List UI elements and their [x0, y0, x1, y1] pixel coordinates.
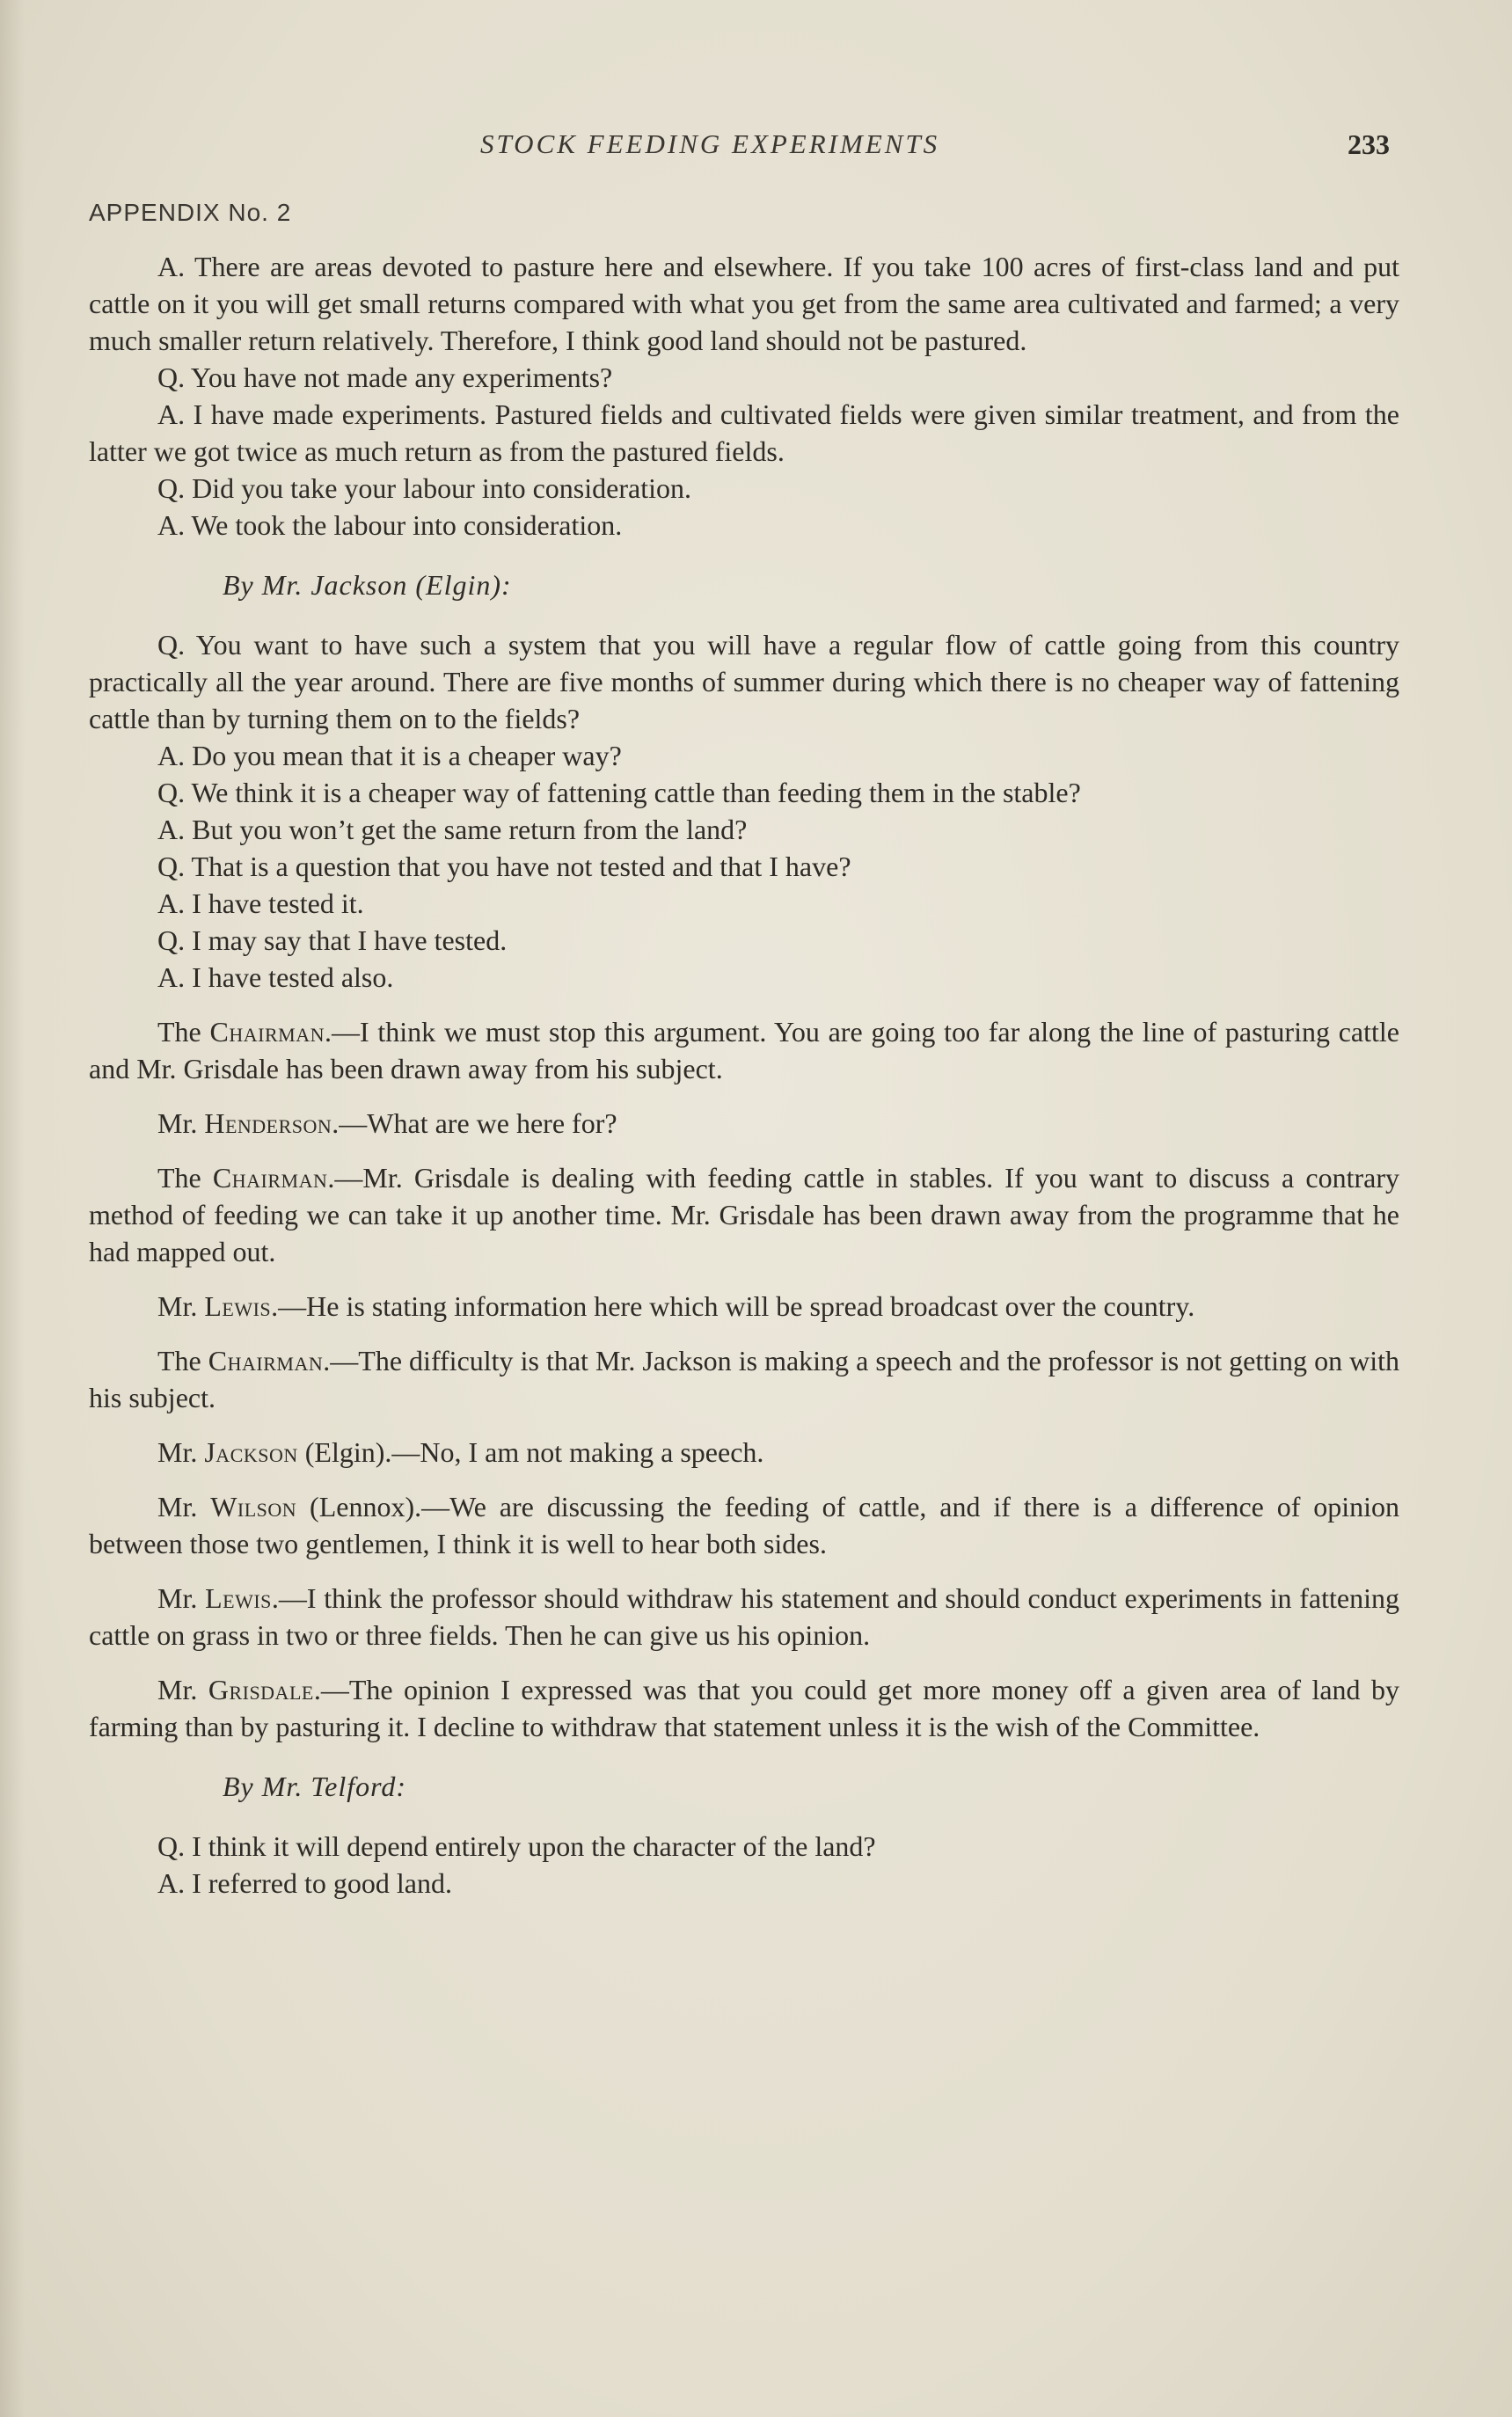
- speaker-prefix: Mr.: [157, 1582, 206, 1614]
- question-paragraph: Q. You have not made any experiments?: [157, 361, 613, 393]
- answer-paragraph: A. We took the labour into consideration.: [157, 509, 623, 541]
- speaker-paragraph: [89, 1105, 1399, 1142]
- transcript-body: [89, 248, 1399, 1902]
- speaker-name: Lewis: [205, 1582, 272, 1614]
- running-title: STOCK FEEDING EXPERIMENTS: [480, 128, 940, 159]
- speaker-text: .—I think the professor should withdraw his statement and should conduct experiments in fattening cattle on grass in two or three fields. Then he can give us his opinion.: [89, 1582, 1400, 1651]
- page-edge-shadow: [0, 0, 25, 2417]
- speaker-text: .—The opinion I expressed was that you could get more money off a given area of land by farming than by pasturing it. I decline to withdraw that statement unless it is the wish of the Committee.: [89, 1674, 1400, 1742]
- speaker-text: .—Mr. Grisdale is dealing with feeding cattle in stables. If you want to discuss a contrary method of feeding we can take it up another time. Mr. Grisdale has been drawn away from the programme that he had mapped out.: [89, 1162, 1400, 1267]
- speaker-paragraph: [89, 1580, 1399, 1654]
- speaker-paragraph: [89, 1288, 1399, 1325]
- answer-paragraph: A. Do you mean that it is a cheaper way?: [157, 740, 622, 771]
- speaker-name: Wilson: [210, 1491, 297, 1522]
- question-paragraph: Q. That is a question that you have not tested and that I have?: [157, 851, 851, 882]
- speaker-paragraph: [89, 1671, 1399, 1745]
- speaker-prefix: The: [157, 1345, 208, 1376]
- speaker-name: Henderson: [204, 1107, 332, 1139]
- appendix-label: APPENDIX No. 2: [89, 199, 292, 226]
- speaker-paragraph: [89, 1488, 1399, 1562]
- speaker-paragraph: [89, 1013, 1399, 1087]
- speaker-name: Lewis: [204, 1290, 272, 1322]
- question-paragraph: Q. I think it will depend entirely upon the character of the land?: [157, 1830, 876, 1862]
- speaker-prefix: Mr.: [157, 1491, 211, 1522]
- speaker-name: Jackson: [204, 1436, 298, 1468]
- examiner-heading: By Mr. Jackson (Elgin):: [223, 569, 512, 601]
- speaker-paragraph: [89, 1342, 1399, 1416]
- page-number: 233: [1348, 128, 1390, 160]
- speaker-text: .—I think we must stop this argument. You are going too far along the line of pasturing cattle and Mr. Grisdale has been drawn away from his subject.: [89, 1016, 1400, 1084]
- answer-paragraph: A. I have made experiments. Pastured fields and cultivated fields were given similar treatment, and from the latter we got twice as much return as from the pastured fields.: [89, 398, 1399, 467]
- speaker-prefix: Mr.: [157, 1436, 205, 1468]
- speaker-text: (Lennox).—We are discussing the feeding of cattle, and if there is a difference of opinion between those two gentlemen, I think it is well to hear both sides.: [89, 1491, 1400, 1559]
- speaker-paragraph: [89, 1434, 1399, 1471]
- speaker-name: Grisdale: [208, 1674, 314, 1705]
- speaker-name: Chairman: [208, 1345, 324, 1376]
- speaker-name: Chairman: [212, 1162, 328, 1194]
- question-paragraph: Q. We think it is a cheaper way of fattening cattle than feeding them in the stable?: [157, 777, 1081, 808]
- answer-paragraph: A. But you won’t get the same return from the land?: [157, 814, 748, 845]
- speaker-prefix: The: [157, 1162, 213, 1194]
- speaker-prefix: The: [157, 1016, 210, 1048]
- question-paragraph: Q. Did you take your labour into consideration.: [157, 472, 691, 504]
- running-header: [0, 128, 1512, 171]
- answer-paragraph: A. There are areas devoted to pasture here and elsewhere. If you take 100 acres of first-class land and put cattle on it you will get small returns compared with what you get from the same area cultivated and farmed; a very much smaller return relatively. Therefore, I think good land should not be pastured.: [89, 251, 1399, 356]
- speaker-text: .—What are we here for?: [332, 1107, 617, 1139]
- answer-paragraph: A. I referred to good land.: [157, 1867, 452, 1899]
- speaker-text: (Elgin).—No, I am not making a speech.: [297, 1436, 764, 1468]
- speaker-paragraph: [89, 1159, 1399, 1270]
- speaker-prefix: Mr.: [157, 1290, 205, 1322]
- speaker-text: .—He is stating information here which will be spread broadcast over the country.: [271, 1290, 1195, 1322]
- question-paragraph: Q. I may say that I have tested.: [157, 924, 508, 956]
- speaker-prefix: Mr.: [157, 1107, 205, 1139]
- speaker-prefix: Mr.: [157, 1674, 208, 1705]
- examiner-heading: By Mr. Telford:: [223, 1771, 407, 1802]
- answer-paragraph: A. I have tested it.: [157, 887, 364, 919]
- speaker-name: Chairman: [209, 1016, 325, 1048]
- speaker-text: .—The difficulty is that Mr. Jackson is making a speech and the professor is not getting on with his subject.: [89, 1345, 1400, 1413]
- answer-paragraph: A. I have tested also.: [157, 961, 394, 993]
- question-paragraph: Q. You want to have such a system that you will have a regular flow of cattle going from this country practically all the year around. There are five months of summer during which there is no cheaper way of fattening cattle than by turning them on to the fields?: [89, 629, 1399, 734]
